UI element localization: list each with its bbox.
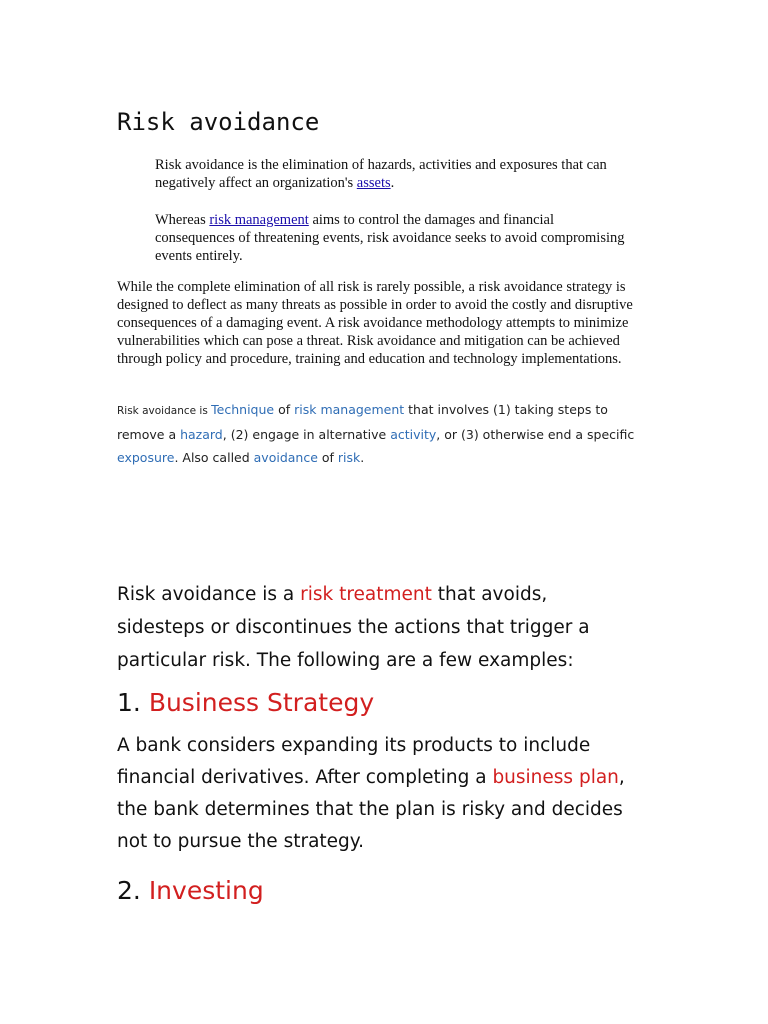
keyword-avoidance[interactable]: avoidance <box>253 450 318 465</box>
assets-link[interactable]: assets <box>356 175 391 191</box>
quote-text: aims to control the damages and financial consequences of threatening events, risk avoidance seeks to avoid compromising events entirely. <box>155 212 625 264</box>
risk-management-link[interactable]: risk management <box>209 212 309 228</box>
keyword-risk-management[interactable]: risk management <box>294 402 405 417</box>
definition-text: Risk avoidance is <box>117 405 212 417</box>
definition-text: of <box>274 402 295 417</box>
definition-text: , or (3) otherwise end a specific <box>436 427 635 442</box>
definition-text: . <box>360 450 365 465</box>
definition-text: that involves (1) taking steps to remove a <box>117 402 608 442</box>
quote-elimination <box>155 156 625 192</box>
quote-text-start: Whereas <box>155 212 210 228</box>
definition-text: of <box>317 450 338 465</box>
example-heading-business-strategy <box>117 688 374 717</box>
keyword-technique[interactable]: Technique <box>211 402 275 417</box>
quote-text: Risk avoidance is the elimination of hazards, activities and exposures that can negatively affect an organization's <box>155 157 607 191</box>
investing-link[interactable]: Investing <box>148 876 264 905</box>
keyword-hazard[interactable]: hazard <box>180 427 223 442</box>
intro-text: Risk avoidance is a <box>117 584 301 605</box>
definition-text: . Also called <box>174 450 254 465</box>
example-paragraph <box>117 730 637 858</box>
keyword-activity[interactable]: activity <box>390 427 437 442</box>
example-text: , the bank determines that the plan is risky and decides not to pursue the strategy. <box>117 767 625 852</box>
keyword-exposure[interactable]: exposure <box>117 450 175 465</box>
example-text: A bank considers expanding its products to include financial derivatives. After completing a <box>117 735 591 788</box>
example-number: 2. <box>117 876 149 905</box>
risk-treatment-link[interactable]: risk treatment <box>300 584 432 605</box>
example-heading-investing <box>117 876 264 905</box>
intro-paragraph <box>117 578 637 677</box>
definition-text: , (2) engage in alternative <box>222 427 391 442</box>
intro-text: that avoids, sidesteps or discontinues the actions that trigger a particular risk. The following are a few examples: <box>117 584 590 671</box>
example-number: 1. <box>117 688 149 717</box>
page-title: Risk avoidance <box>117 108 320 136</box>
business-plan-link[interactable]: business plan <box>492 767 619 788</box>
quote-text-end: . <box>390 175 395 191</box>
keyword-risk[interactable]: risk <box>337 450 361 465</box>
body-paragraph: While the complete elimination of all risk is rarely possible, a risk avoidance strategy is designed to deflect as many threats as possible in order to avoid the costly and disruptive consequences of a damaging event. A risk avoidance methodology attempts to minimize vulnerabilities which can pose a threat. Risk avoidance and mitigation can be achieved through policy and procedure, training and education and technology implementations. <box>117 279 633 367</box>
business-strategy-link[interactable]: Business Strategy <box>148 688 375 717</box>
quote-whereas <box>155 211 625 265</box>
definition-block <box>117 398 657 469</box>
